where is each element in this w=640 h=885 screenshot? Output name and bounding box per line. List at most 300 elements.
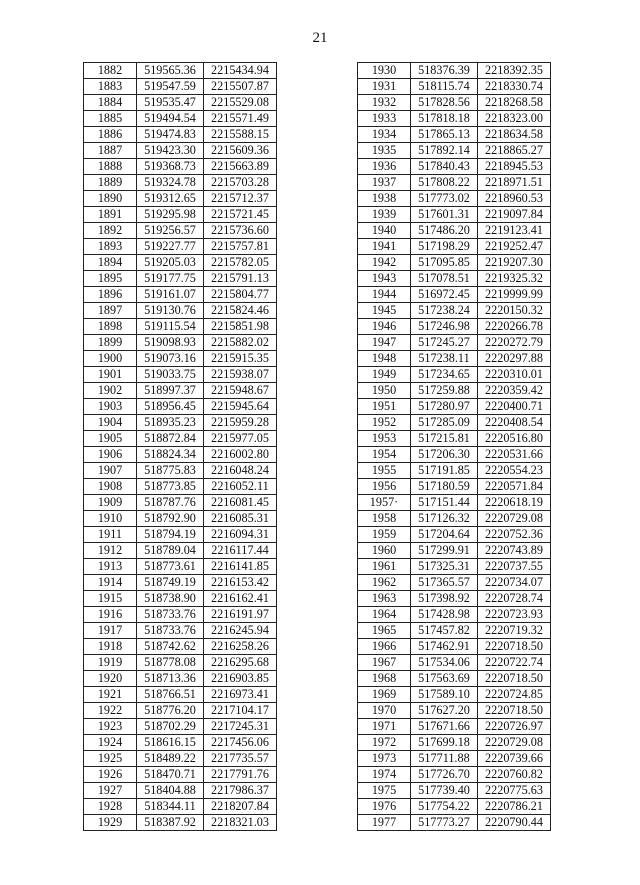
x-coordinate-cell: 518794.19 [137, 527, 204, 543]
y-coordinate-cell: 2216903.85 [204, 671, 277, 687]
table-row [358, 799, 551, 815]
x-coordinate-cell: 516972.45 [411, 287, 478, 303]
table-row [84, 751, 277, 767]
y-coordinate-cell: 2215882.02 [204, 335, 277, 351]
y-coordinate-cell: 2220775.63 [478, 783, 551, 799]
y-coordinate-cell: 2216117.44 [204, 543, 277, 559]
point-number-cell: 1886 [84, 127, 137, 143]
table-row [84, 399, 277, 415]
point-number-cell: 1970 [358, 703, 411, 719]
table-row [84, 607, 277, 623]
y-coordinate-cell: 2220739.66 [478, 751, 551, 767]
point-number-cell: 1963 [358, 591, 411, 607]
y-coordinate-cell: 2218634.58 [478, 127, 551, 143]
table-row [358, 607, 551, 623]
y-coordinate-cell: 2215945.64 [204, 399, 277, 415]
table-row [84, 799, 277, 815]
point-number-cell: 1908 [84, 479, 137, 495]
point-number-cell: 1954 [358, 447, 411, 463]
point-number-cell: 1942 [358, 255, 411, 271]
point-number-cell: 1957· [358, 495, 411, 511]
x-coordinate-cell: 517773.02 [411, 191, 478, 207]
table-row [84, 207, 277, 223]
coordinates-table-right [357, 62, 551, 831]
y-coordinate-cell: 2216141.85 [204, 559, 277, 575]
point-number-cell: 1923 [84, 719, 137, 735]
y-coordinate-cell: 2218323.00 [478, 111, 551, 127]
x-coordinate-cell: 519312.65 [137, 191, 204, 207]
point-number-cell: 1912 [84, 543, 137, 559]
x-coordinate-cell: 519256.57 [137, 223, 204, 239]
table-row [84, 383, 277, 399]
table-row [358, 63, 551, 79]
x-coordinate-cell: 517285.09 [411, 415, 478, 431]
y-coordinate-cell: 2216295.68 [204, 655, 277, 671]
x-coordinate-cell: 518404.88 [137, 783, 204, 799]
y-coordinate-cell: 2215588.15 [204, 127, 277, 143]
x-coordinate-cell: 517238.24 [411, 303, 478, 319]
table-row [84, 671, 277, 687]
y-coordinate-cell: 2215529.08 [204, 95, 277, 111]
table-row [358, 431, 551, 447]
x-coordinate-cell: 517246.98 [411, 319, 478, 335]
table-row [84, 63, 277, 79]
coordinates-table-body [358, 63, 551, 831]
point-number-cell: 1905 [84, 431, 137, 447]
table-row [84, 127, 277, 143]
x-coordinate-cell: 519565.36 [137, 63, 204, 79]
x-coordinate-cell: 518792.90 [137, 511, 204, 527]
x-coordinate-cell: 517601.31 [411, 207, 478, 223]
y-coordinate-cell: 2220728.74 [478, 591, 551, 607]
point-number-cell: 1971 [358, 719, 411, 735]
y-coordinate-cell: 2217791.76 [204, 767, 277, 783]
table-row [358, 751, 551, 767]
y-coordinate-cell: 2217245.31 [204, 719, 277, 735]
y-coordinate-cell: 2220272.79 [478, 335, 551, 351]
x-coordinate-cell: 517299.91 [411, 543, 478, 559]
table-row [358, 207, 551, 223]
table-row [358, 623, 551, 639]
y-coordinate-cell: 2219252.47 [478, 239, 551, 255]
point-number-cell: 1901 [84, 367, 137, 383]
coordinates-table-body [84, 63, 277, 831]
x-coordinate-cell: 517151.44 [411, 495, 478, 511]
table-row [84, 735, 277, 751]
y-coordinate-cell: 2217456.06 [204, 735, 277, 751]
y-coordinate-cell: 2216002.80 [204, 447, 277, 463]
y-coordinate-cell: 2215663.89 [204, 159, 277, 175]
table-row [358, 191, 551, 207]
x-coordinate-cell: 518773.85 [137, 479, 204, 495]
x-coordinate-cell: 518702.29 [137, 719, 204, 735]
table-row [358, 255, 551, 271]
y-coordinate-cell: 2220743.89 [478, 543, 551, 559]
y-coordinate-cell: 2218971.51 [478, 175, 551, 191]
x-coordinate-cell: 517078.51 [411, 271, 478, 287]
x-coordinate-cell: 519205.03 [137, 255, 204, 271]
x-coordinate-cell: 517711.88 [411, 751, 478, 767]
point-number-cell: 1969 [358, 687, 411, 703]
point-number-cell: 1883 [84, 79, 137, 95]
y-coordinate-cell: 2220150.32 [478, 303, 551, 319]
y-coordinate-cell: 2220737.55 [478, 559, 551, 575]
point-number-cell: 1902 [84, 383, 137, 399]
y-coordinate-cell: 2220718.50 [478, 671, 551, 687]
y-coordinate-cell: 2220752.36 [478, 527, 551, 543]
table-row [358, 767, 551, 783]
point-number-cell: 1903 [84, 399, 137, 415]
point-number-cell: 1922 [84, 703, 137, 719]
point-number-cell: 1898 [84, 319, 137, 335]
y-coordinate-cell: 2219207.30 [478, 255, 551, 271]
y-coordinate-cell: 2220554.23 [478, 463, 551, 479]
x-coordinate-cell: 519033.75 [137, 367, 204, 383]
table-row [84, 767, 277, 783]
point-number-cell: 1968 [358, 671, 411, 687]
y-coordinate-cell: 2215977.05 [204, 431, 277, 447]
point-number-cell: 1928 [84, 799, 137, 815]
table-row [84, 223, 277, 239]
table-row [358, 399, 551, 415]
table-row [84, 239, 277, 255]
y-coordinate-cell: 2215571.49 [204, 111, 277, 127]
point-number-cell: 1953 [358, 431, 411, 447]
point-number-cell: 1966 [358, 639, 411, 655]
point-number-cell: 1936 [358, 159, 411, 175]
y-coordinate-cell: 2215434.94 [204, 63, 277, 79]
x-coordinate-cell: 517398.92 [411, 591, 478, 607]
table-row [358, 287, 551, 303]
point-number-cell: 1944 [358, 287, 411, 303]
y-coordinate-cell: 2219999.99 [478, 287, 551, 303]
y-coordinate-cell: 2220734.07 [478, 575, 551, 591]
x-coordinate-cell: 518778.08 [137, 655, 204, 671]
x-coordinate-cell: 519474.83 [137, 127, 204, 143]
table-row [358, 815, 551, 831]
table-row [358, 687, 551, 703]
x-coordinate-cell: 519494.54 [137, 111, 204, 127]
table-row [84, 319, 277, 335]
table-row [358, 591, 551, 607]
point-number-cell: 1885 [84, 111, 137, 127]
y-coordinate-cell: 2217986.37 [204, 783, 277, 799]
point-number-cell: 1904 [84, 415, 137, 431]
y-coordinate-cell: 2220531.66 [478, 447, 551, 463]
table-row [84, 495, 277, 511]
y-coordinate-cell: 2215791.13 [204, 271, 277, 287]
point-number-cell: 1973 [358, 751, 411, 767]
x-coordinate-cell: 518872.84 [137, 431, 204, 447]
point-number-cell: 1915 [84, 591, 137, 607]
y-coordinate-cell: 2215782.05 [204, 255, 277, 271]
y-coordinate-cell: 2215851.98 [204, 319, 277, 335]
table-row [358, 735, 551, 751]
table-row [84, 655, 277, 671]
point-number-cell: 1938 [358, 191, 411, 207]
x-coordinate-cell: 518344.11 [137, 799, 204, 815]
y-coordinate-cell: 2215824.46 [204, 303, 277, 319]
x-coordinate-cell: 519423.30 [137, 143, 204, 159]
table-row [84, 511, 277, 527]
y-coordinate-cell: 2215948.67 [204, 383, 277, 399]
y-coordinate-cell: 2220400.71 [478, 399, 551, 415]
point-number-cell: 1882 [84, 63, 137, 79]
y-coordinate-cell: 2216162.41 [204, 591, 277, 607]
x-coordinate-cell: 518742.62 [137, 639, 204, 655]
table-row [358, 639, 551, 655]
point-number-cell: 1952 [358, 415, 411, 431]
table-row [84, 79, 277, 95]
point-number-cell: 1894 [84, 255, 137, 271]
x-coordinate-cell: 517325.31 [411, 559, 478, 575]
point-number-cell: 1961 [358, 559, 411, 575]
point-number-cell: 1925 [84, 751, 137, 767]
point-number-cell: 1930 [358, 63, 411, 79]
x-coordinate-cell: 518470.71 [137, 767, 204, 783]
point-number-cell: 1965 [358, 623, 411, 639]
table-row [84, 591, 277, 607]
point-number-cell: 1935 [358, 143, 411, 159]
point-number-cell: 1937 [358, 175, 411, 191]
point-number-cell: 1967 [358, 655, 411, 671]
table-row [84, 143, 277, 159]
table-row [84, 159, 277, 175]
y-coordinate-cell: 2216973.41 [204, 687, 277, 703]
x-coordinate-cell: 518115.74 [411, 79, 478, 95]
table-row [358, 175, 551, 191]
y-coordinate-cell: 2220718.50 [478, 639, 551, 655]
table-row [84, 367, 277, 383]
y-coordinate-cell: 2216258.26 [204, 639, 277, 655]
table-row [84, 463, 277, 479]
point-number-cell: 1900 [84, 351, 137, 367]
x-coordinate-cell: 518376.39 [411, 63, 478, 79]
point-number-cell: 1933 [358, 111, 411, 127]
x-coordinate-cell: 518749.19 [137, 575, 204, 591]
y-coordinate-cell: 2217735.57 [204, 751, 277, 767]
x-coordinate-cell: 519130.76 [137, 303, 204, 319]
x-coordinate-cell: 517191.85 [411, 463, 478, 479]
y-coordinate-cell: 2218865.27 [478, 143, 551, 159]
x-coordinate-cell: 518489.22 [137, 751, 204, 767]
table-row [358, 159, 551, 175]
table-row [358, 111, 551, 127]
y-coordinate-cell: 2218945.53 [478, 159, 551, 175]
point-number-cell: 1919 [84, 655, 137, 671]
table-row [358, 351, 551, 367]
y-coordinate-cell: 2218207.84 [204, 799, 277, 815]
table-row [84, 719, 277, 735]
x-coordinate-cell: 517206.30 [411, 447, 478, 463]
table-row [358, 495, 551, 511]
x-coordinate-cell: 517818.18 [411, 111, 478, 127]
x-coordinate-cell: 519547.59 [137, 79, 204, 95]
table-row [358, 127, 551, 143]
point-number-cell: 1920 [84, 671, 137, 687]
x-coordinate-cell: 517589.10 [411, 687, 478, 703]
x-coordinate-cell: 517563.69 [411, 671, 478, 687]
table-row [84, 479, 277, 495]
table-row [84, 351, 277, 367]
point-number-cell: 1955 [358, 463, 411, 479]
point-number-cell: 1884 [84, 95, 137, 111]
y-coordinate-cell: 2216094.31 [204, 527, 277, 543]
x-coordinate-cell: 517180.59 [411, 479, 478, 495]
x-coordinate-cell: 517215.81 [411, 431, 478, 447]
table-row [84, 271, 277, 287]
point-number-cell: 1899 [84, 335, 137, 351]
point-number-cell: 1918 [84, 639, 137, 655]
table-row [358, 463, 551, 479]
x-coordinate-cell: 518776.20 [137, 703, 204, 719]
point-number-cell: 1974 [358, 767, 411, 783]
x-coordinate-cell: 519295.98 [137, 207, 204, 223]
table-row [84, 543, 277, 559]
x-coordinate-cell: 517462.91 [411, 639, 478, 655]
x-coordinate-cell: 519177.75 [137, 271, 204, 287]
x-coordinate-cell: 517773.27 [411, 815, 478, 831]
table-row [84, 415, 277, 431]
x-coordinate-cell: 517428.98 [411, 607, 478, 623]
table-row [358, 223, 551, 239]
point-number-cell: 1913 [84, 559, 137, 575]
table-row [84, 783, 277, 799]
y-coordinate-cell: 2220266.78 [478, 319, 551, 335]
x-coordinate-cell: 517726.70 [411, 767, 478, 783]
y-coordinate-cell: 2218268.58 [478, 95, 551, 111]
coordinates-table-left [83, 62, 277, 831]
point-number-cell: 1950 [358, 383, 411, 399]
y-coordinate-cell: 2220790.44 [478, 815, 551, 831]
x-coordinate-cell: 517828.56 [411, 95, 478, 111]
y-coordinate-cell: 2216052.11 [204, 479, 277, 495]
x-coordinate-cell: 517234.65 [411, 367, 478, 383]
x-coordinate-cell: 517280.97 [411, 399, 478, 415]
table-row [358, 95, 551, 111]
x-coordinate-cell: 518738.90 [137, 591, 204, 607]
table-row [358, 719, 551, 735]
table-row [358, 239, 551, 255]
y-coordinate-cell: 2220618.19 [478, 495, 551, 511]
x-coordinate-cell: 517238.11 [411, 351, 478, 367]
y-coordinate-cell: 2216153.42 [204, 575, 277, 591]
table-row [84, 559, 277, 575]
y-coordinate-cell: 2215736.60 [204, 223, 277, 239]
point-number-cell: 1960 [358, 543, 411, 559]
table-row [358, 655, 551, 671]
page-number: 21 [312, 30, 328, 46]
point-number-cell: 1976 [358, 799, 411, 815]
x-coordinate-cell: 517892.14 [411, 143, 478, 159]
y-coordinate-cell: 2218321.03 [204, 815, 277, 831]
y-coordinate-cell: 2215959.28 [204, 415, 277, 431]
x-coordinate-cell: 517365.57 [411, 575, 478, 591]
x-coordinate-cell: 517245.27 [411, 335, 478, 351]
y-coordinate-cell: 2219097.84 [478, 207, 551, 223]
point-number-cell: 1896 [84, 287, 137, 303]
y-coordinate-cell: 2215703.28 [204, 175, 277, 191]
table-row [84, 575, 277, 591]
point-number-cell: 1977 [358, 815, 411, 831]
y-coordinate-cell: 2218960.53 [478, 191, 551, 207]
table-row [84, 623, 277, 639]
y-coordinate-cell: 2220722.74 [478, 655, 551, 671]
x-coordinate-cell: 517457.82 [411, 623, 478, 639]
table-row [84, 95, 277, 111]
x-coordinate-cell: 518997.37 [137, 383, 204, 399]
table-row [358, 447, 551, 463]
table-row [84, 447, 277, 463]
point-number-cell: 1943 [358, 271, 411, 287]
point-number-cell: 1959 [358, 527, 411, 543]
y-coordinate-cell: 2220718.50 [478, 703, 551, 719]
x-coordinate-cell: 517754.22 [411, 799, 478, 815]
point-number-cell: 1927 [84, 783, 137, 799]
x-coordinate-cell: 517126.32 [411, 511, 478, 527]
point-number-cell: 1932 [358, 95, 411, 111]
y-coordinate-cell: 2215757.81 [204, 239, 277, 255]
x-coordinate-cell: 518766.51 [137, 687, 204, 703]
table-row [84, 287, 277, 303]
point-number-cell: 1888 [84, 159, 137, 175]
y-coordinate-cell: 2216191.97 [204, 607, 277, 623]
table-row [358, 319, 551, 335]
table-row [84, 335, 277, 351]
point-number-cell: 1964 [358, 607, 411, 623]
table-row [358, 479, 551, 495]
point-number-cell: 1946 [358, 319, 411, 335]
x-coordinate-cell: 517808.22 [411, 175, 478, 191]
point-number-cell: 1975 [358, 783, 411, 799]
point-number-cell: 1889 [84, 175, 137, 191]
point-number-cell: 1948 [358, 351, 411, 367]
table-row [358, 271, 551, 287]
y-coordinate-cell: 2220760.82 [478, 767, 551, 783]
x-coordinate-cell: 518733.76 [137, 623, 204, 639]
table-row [84, 431, 277, 447]
y-coordinate-cell: 2215507.87 [204, 79, 277, 95]
x-coordinate-cell: 517699.18 [411, 735, 478, 751]
point-number-cell: 1892 [84, 223, 137, 239]
x-coordinate-cell: 519324.78 [137, 175, 204, 191]
y-coordinate-cell: 2220359.42 [478, 383, 551, 399]
point-number-cell: 1972 [358, 735, 411, 751]
point-number-cell: 1962 [358, 575, 411, 591]
table-row [358, 559, 551, 575]
table-row [84, 191, 277, 207]
point-number-cell: 1958 [358, 511, 411, 527]
table-row [358, 671, 551, 687]
table-row [358, 79, 551, 95]
y-coordinate-cell: 2220724.85 [478, 687, 551, 703]
point-number-cell: 1907 [84, 463, 137, 479]
x-coordinate-cell: 519227.77 [137, 239, 204, 255]
table-row [358, 703, 551, 719]
table-row [358, 383, 551, 399]
x-coordinate-cell: 517627.20 [411, 703, 478, 719]
x-coordinate-cell: 518787.76 [137, 495, 204, 511]
y-coordinate-cell: 2216048.24 [204, 463, 277, 479]
table-row [358, 527, 551, 543]
y-coordinate-cell: 2215804.77 [204, 287, 277, 303]
x-coordinate-cell: 517534.06 [411, 655, 478, 671]
x-coordinate-cell: 518733.76 [137, 607, 204, 623]
table-row [358, 303, 551, 319]
y-coordinate-cell: 2215938.07 [204, 367, 277, 383]
point-number-cell: 1941 [358, 239, 411, 255]
x-coordinate-cell: 518956.45 [137, 399, 204, 415]
